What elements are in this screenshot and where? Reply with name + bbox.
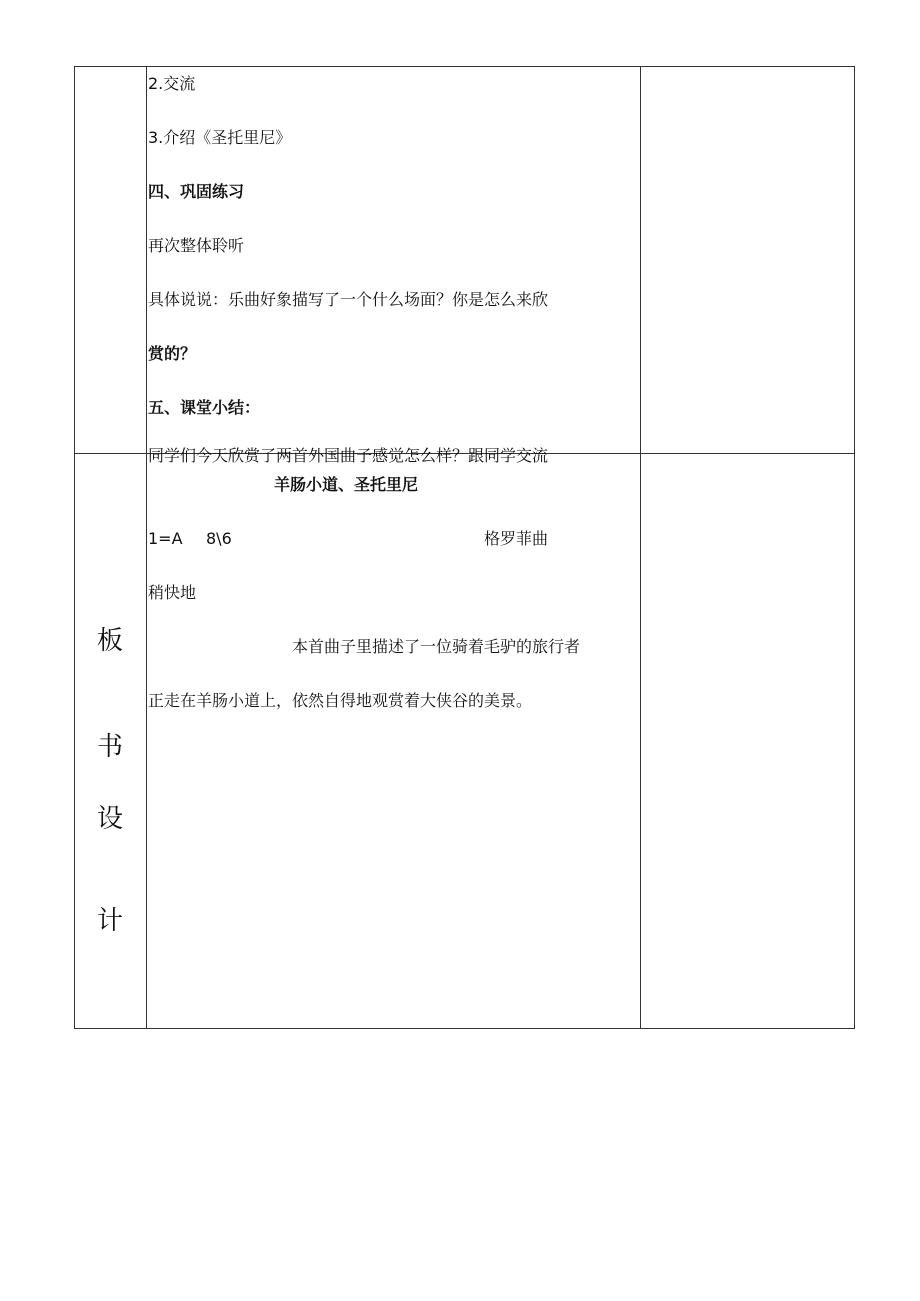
key-signature: 1=A (148, 529, 183, 548)
composer: 格罗菲曲 (484, 529, 549, 548)
table-right-border (854, 66, 855, 1029)
board-title: 羊肠小道、圣托里尼 (274, 475, 419, 494)
table-left-border (74, 66, 75, 1029)
time-signature: 8\6 (206, 529, 232, 548)
listen-again-text: 再次整体聆听 (148, 236, 245, 255)
step-exchange: 2.交流 (148, 74, 196, 93)
board-design-label-4: 计 (96, 906, 123, 936)
clipped-line-container (147, 440, 640, 465)
section-heading-practice: 四、巩固练习 (148, 182, 245, 201)
description-line-2: 正走在羊肠小道上，依然自得地观赏着大侠谷的美景。 (148, 691, 533, 710)
section-heading-summary: 五、课堂小结： (148, 398, 261, 417)
tempo-marking: 稍快地 (148, 583, 197, 602)
question-text-continued: 赏的？ (148, 344, 197, 363)
column-divider-right (640, 66, 641, 1029)
table-bottom-border (74, 1028, 855, 1029)
description-line-1: 本首曲子里描述了一位骑着毛驴的旅行者 (292, 637, 581, 656)
column-divider-left (146, 66, 147, 1029)
board-design-label-1: 板 (96, 626, 123, 656)
question-text: 具体说说：乐曲好象描写了一个什么场面？你是怎么来欣 (148, 290, 549, 309)
board-design-label-2: 书 (96, 732, 123, 762)
step-introduce: 3.介绍《圣托里尼》 (148, 128, 292, 147)
board-design-label-3: 设 (96, 804, 123, 834)
table-top-border (74, 66, 855, 67)
summary-text-clipped: 同学们今天欣赏了两首外国曲子感觉怎么样？跟同学交流 (148, 446, 549, 465)
